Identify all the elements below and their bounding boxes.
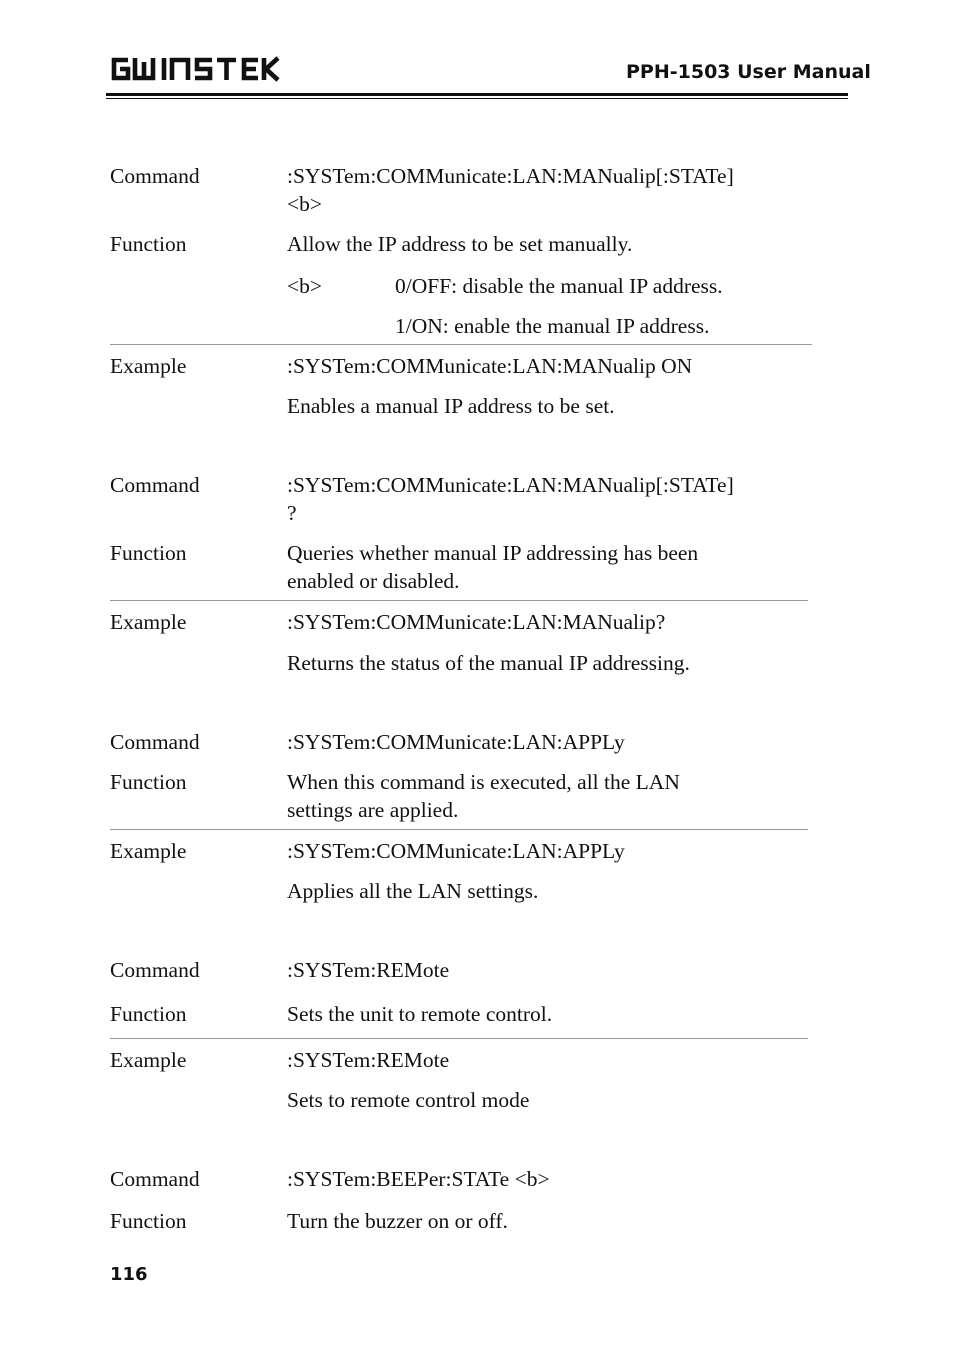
param-desc: 1/ON: enable the manual IP address. [395, 314, 710, 338]
command-label: Command [110, 164, 200, 188]
example-command: :SYSTem:COMMunicate:LAN:MANualip ON [287, 354, 693, 378]
param-desc: 0/OFF: disable the manual IP address. [395, 274, 723, 298]
function-label: Function [110, 1002, 187, 1026]
command-label: Command [110, 473, 200, 497]
function-label: Function [110, 541, 187, 565]
function-label: Function [110, 770, 187, 794]
header-rule-thin [106, 98, 848, 99]
function-label: Function [110, 232, 187, 256]
function-text-cont: settings are applied. [287, 798, 459, 822]
divider [110, 829, 808, 830]
command-text: :SYSTem:COMMunicate:LAN:MANualip[:STATe] [287, 164, 734, 188]
example-description: Applies all the LAN settings. [287, 879, 539, 903]
param-name: <b> [287, 274, 323, 298]
example-description: Enables a manual IP address to be set. [287, 394, 615, 418]
function-text: When this command is executed, all the LAN [287, 770, 680, 794]
example-label: Example [110, 839, 187, 863]
divider [110, 344, 812, 345]
function-text: Sets the unit to remote control. [287, 1002, 553, 1026]
header-rule [106, 93, 848, 96]
example-label: Example [110, 610, 187, 634]
example-command: :SYSTem:COMMunicate:LAN:MANualip? [287, 610, 666, 634]
example-description: Returns the status of the manual IP addressing. [287, 651, 690, 675]
divider [110, 1038, 808, 1039]
divider [110, 600, 808, 601]
command-text-cont: <b> [287, 192, 323, 216]
manual-title: PPH-1503 User Manual [626, 61, 871, 83]
command-label: Command [110, 730, 200, 754]
command-label: Command [110, 958, 200, 982]
function-text: Queries whether manual IP addressing has been [287, 541, 699, 565]
gw-instek-logo [108, 54, 280, 84]
example-label: Example [110, 354, 187, 378]
example-command: :SYSTem:COMMunicate:LAN:APPLy [287, 839, 625, 863]
function-text: Turn the buzzer on or off. [287, 1209, 508, 1233]
function-text: Allow the IP address to be set manually. [287, 232, 633, 256]
command-text-cont: ? [287, 501, 297, 525]
example-command: :SYSTem:REMote [287, 1048, 450, 1072]
command-text: :SYSTem:COMMunicate:LAN:MANualip[:STATe] [287, 473, 734, 497]
command-label: Command [110, 1167, 200, 1191]
example-description: Sets to remote control mode [287, 1088, 530, 1112]
command-text: :SYSTem:REMote [287, 958, 450, 982]
command-text: :SYSTem:BEEPer:STATe <b> [287, 1167, 550, 1191]
function-label: Function [110, 1209, 187, 1233]
page-number: 116 [110, 1264, 148, 1285]
example-label: Example [110, 1048, 187, 1072]
command-text: :SYSTem:COMMunicate:LAN:APPLy [287, 730, 625, 754]
function-text-cont: enabled or disabled. [287, 569, 460, 593]
